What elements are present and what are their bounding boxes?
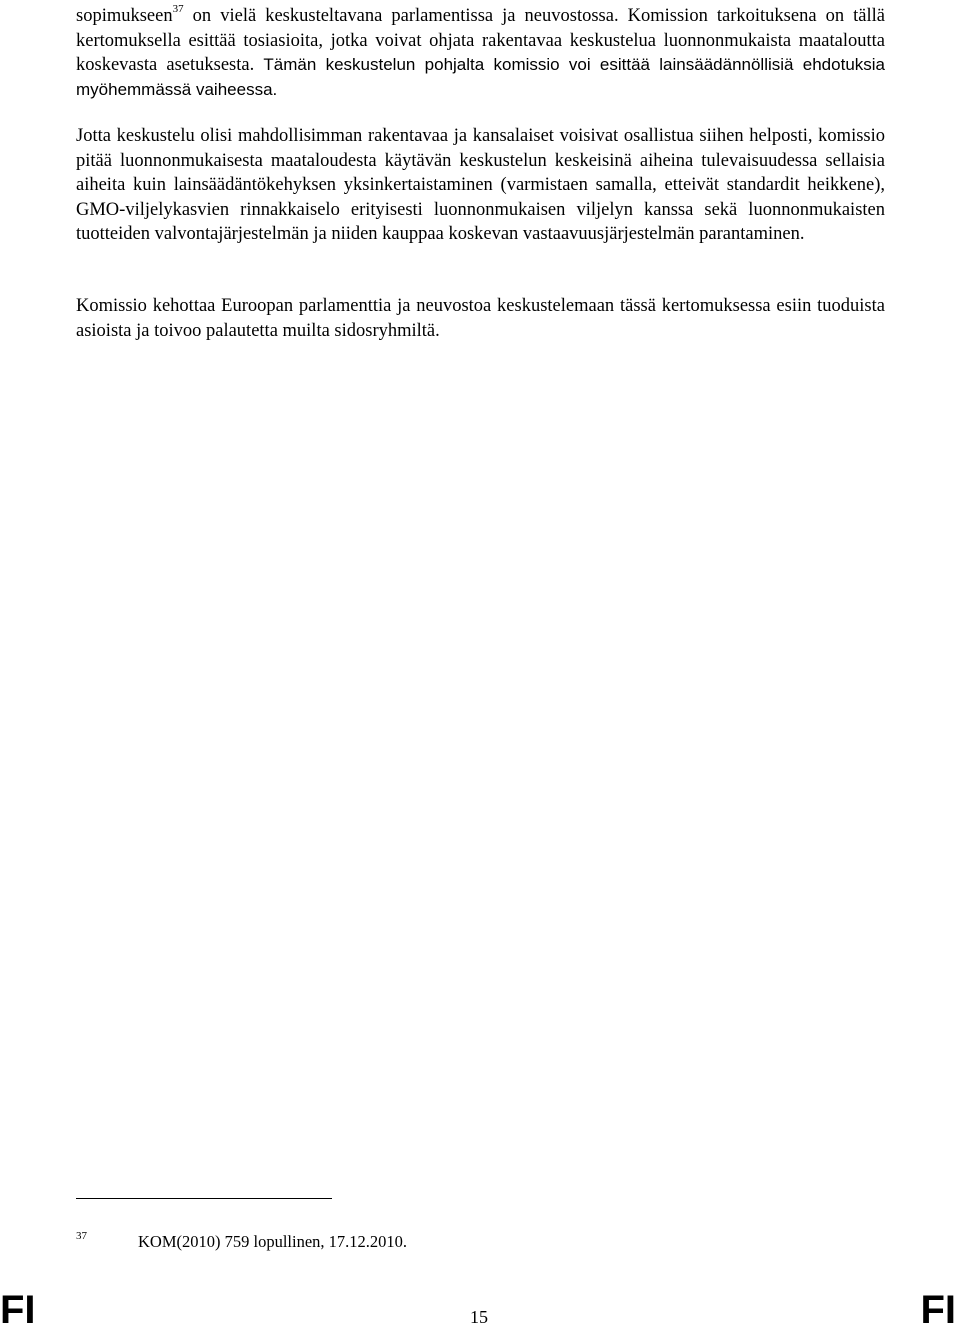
footnote-text: KOM(2010) 759 lopullinen, 17.12.2010. xyxy=(138,1232,408,1251)
paragraph-1-start: sopimukseen xyxy=(76,6,173,26)
footnote-number: 37 xyxy=(76,1230,87,1242)
language-code-left: FI xyxy=(0,1288,36,1332)
language-code-right: FI xyxy=(920,1288,956,1332)
paragraph-1-middle: on vielä keskusteltavana parlamentissa ja neuvostossa. Komission tarkoituksena on tällä kertomuksella esittää tosiasioita, jotka voivat ohjata rakentavaa keskustelua luonnonmukaista maataloutta koskevasta asetuksesta. xyxy=(76,6,885,75)
paragraph-1 xyxy=(76,4,885,102)
page-number: 15 xyxy=(470,1307,488,1327)
footnote-separator xyxy=(76,1198,332,1199)
paragraph-3: Komissio kehottaa Euroopan parlamenttia ja neuvostoa keskustelemaan tässä kertomuksessa esiin tuoduista asioista ja toivoo palautetta muilta sidosryhmiltä. xyxy=(76,296,885,341)
paragraph-2: Jotta keskustelu olisi mahdollisimman rakentavaa ja kansalaiset voisivat osallistua siihen helposti, komissio pitää luonnonmukaisesta maataloudesta käytävän keskustelun keskeisinä aiheina tulevaisuudessa sellaisia aiheita kuin lainsäädäntökehyksen yksinkertaistaminen (varmistaen samalla, etteivät standardit heikkene), GMO-viljelykasvien rinnakkaiselo erityisesti luonnonmukaisen viljelyn kanssa sekä luonnonmukaisten tuotteiden valvontajärjestelmän ja niiden kauppaa koskevan vastaavuusjärjestelmän parantaminen. xyxy=(76,126,885,244)
paragraph-1-end: Tämän keskustelun pohjalta komissio voi esittää lainsäädännöllisiä ehdotuksia myöhemmässä vaiheessa. xyxy=(76,55,886,99)
footnote-reference[interactable]: 37 xyxy=(172,3,184,15)
